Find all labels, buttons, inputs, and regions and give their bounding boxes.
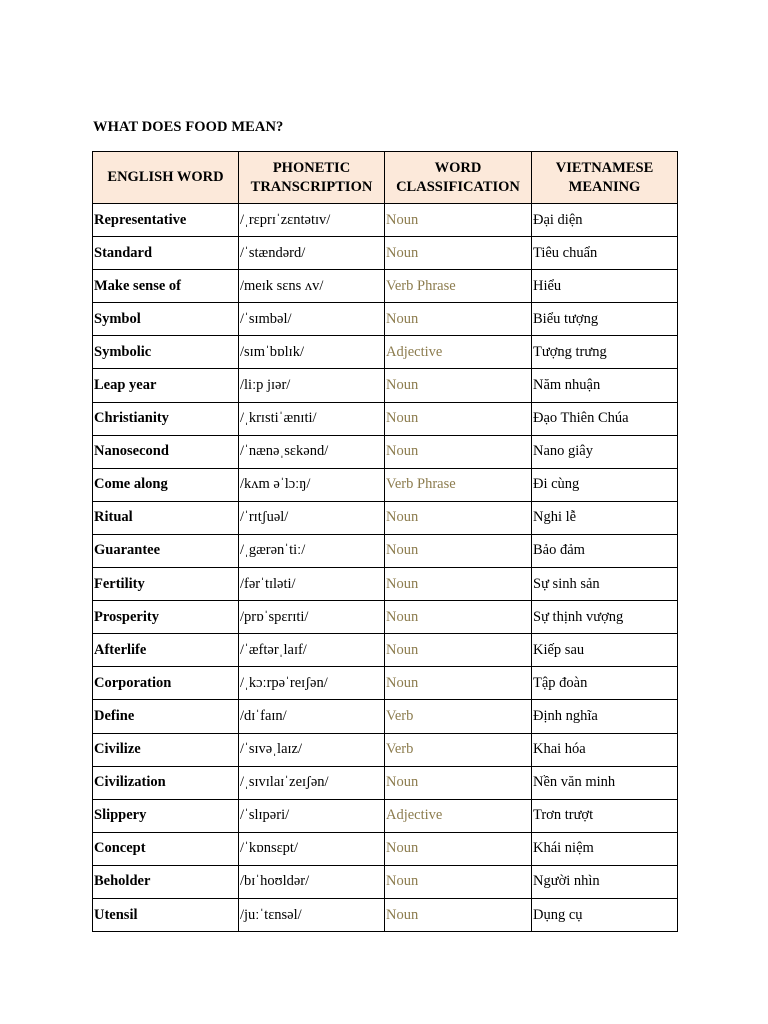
english-word-cell: Make sense of bbox=[93, 270, 239, 303]
vietnamese-meaning-cell: Khai hóa bbox=[532, 733, 678, 766]
vietnamese-meaning-cell: Hiểu bbox=[532, 270, 678, 303]
classification-cell: Verb Phrase bbox=[385, 270, 532, 303]
phonetic-cell: /ˈsɪmbəl/ bbox=[239, 303, 385, 336]
vietnamese-meaning-cell: Tượng trưng bbox=[532, 336, 678, 369]
classification-cell: Noun bbox=[385, 204, 532, 237]
english-word-cell: Leap year bbox=[93, 369, 239, 402]
vietnamese-meaning-cell: Nền văn minh bbox=[532, 766, 678, 799]
english-word-cell: Christianity bbox=[93, 402, 239, 435]
english-word-cell: Concept bbox=[93, 832, 239, 865]
classification-cell: Noun bbox=[385, 303, 532, 336]
header-row bbox=[93, 152, 678, 204]
english-word-cell: Civilize bbox=[93, 733, 239, 766]
vietnamese-meaning-cell: Tiêu chuẩn bbox=[532, 237, 678, 270]
header-vietnamese-meaning: VIETNAMESE MEANING bbox=[532, 152, 678, 204]
english-word-cell: Prosperity bbox=[93, 601, 239, 634]
classification-cell: Noun bbox=[385, 865, 532, 898]
table-row bbox=[93, 799, 678, 832]
header-english-word: ENGLISH WORD bbox=[93, 152, 239, 204]
phonetic-cell: /ˌgærənˈtiː/ bbox=[239, 534, 385, 567]
phonetic-cell: /ˌkɔːrpəˈreɪʃən/ bbox=[239, 667, 385, 700]
vietnamese-meaning-cell: Dụng cụ bbox=[532, 898, 678, 931]
phonetic-cell: /ˈnænəˌsɛkənd/ bbox=[239, 435, 385, 468]
english-word-cell: Corporation bbox=[93, 667, 239, 700]
classification-cell: Noun bbox=[385, 237, 532, 270]
table-row bbox=[93, 534, 678, 567]
vietnamese-meaning-cell: Đại diện bbox=[532, 204, 678, 237]
english-word-cell: Guarantee bbox=[93, 534, 239, 567]
phonetic-cell: /ˌrɛprɪˈzɛntətɪv/ bbox=[239, 204, 385, 237]
phonetic-cell: /ˈsɪvəˌlaɪz/ bbox=[239, 733, 385, 766]
table-row bbox=[93, 501, 678, 534]
phonetic-cell: /ˈrɪtʃuəl/ bbox=[239, 501, 385, 534]
table-row bbox=[93, 237, 678, 270]
phonetic-cell: /ˈslɪpəri/ bbox=[239, 799, 385, 832]
table-row bbox=[93, 700, 678, 733]
classification-cell: Noun bbox=[385, 766, 532, 799]
phonetic-cell: /kʌm əˈlɔːŋ/ bbox=[239, 468, 385, 501]
table-row bbox=[93, 204, 678, 237]
english-word-cell: Nanosecond bbox=[93, 435, 239, 468]
table-body bbox=[93, 204, 678, 932]
english-word-cell: Fertility bbox=[93, 568, 239, 601]
table-row bbox=[93, 634, 678, 667]
classification-cell: Noun bbox=[385, 402, 532, 435]
classification-cell: Adjective bbox=[385, 336, 532, 369]
classification-cell: Noun bbox=[385, 568, 532, 601]
phonetic-cell: /bɪˈhoʊldər/ bbox=[239, 865, 385, 898]
vietnamese-meaning-cell: Đi cùng bbox=[532, 468, 678, 501]
english-word-cell: Ritual bbox=[93, 501, 239, 534]
vietnamese-meaning-cell: Nano giây bbox=[532, 435, 678, 468]
classification-cell: Noun bbox=[385, 634, 532, 667]
table-row bbox=[93, 568, 678, 601]
vietnamese-meaning-cell: Biểu tượng bbox=[532, 303, 678, 336]
phonetic-cell: /juːˈtɛnsəl/ bbox=[239, 898, 385, 931]
vietnamese-meaning-cell: Khái niệm bbox=[532, 832, 678, 865]
classification-cell: Noun bbox=[385, 435, 532, 468]
classification-cell: Noun bbox=[385, 369, 532, 402]
header-phonetic-transcription: PHONETIC TRANSCRIPTION bbox=[239, 152, 385, 204]
phonetic-cell: /sɪmˈbɒlɪk/ bbox=[239, 336, 385, 369]
english-word-cell: Slippery bbox=[93, 799, 239, 832]
classification-cell: Noun bbox=[385, 501, 532, 534]
classification-cell: Noun bbox=[385, 667, 532, 700]
phonetic-cell: /prɒˈspɛrɪti/ bbox=[239, 601, 385, 634]
phonetic-cell: /dɪˈfaɪn/ bbox=[239, 700, 385, 733]
english-word-cell: Symbolic bbox=[93, 336, 239, 369]
table-row bbox=[93, 898, 678, 931]
vietnamese-meaning-cell: Tập đoàn bbox=[532, 667, 678, 700]
classification-cell: Noun bbox=[385, 832, 532, 865]
table-header bbox=[93, 152, 678, 204]
vietnamese-meaning-cell: Đạo Thiên Chúa bbox=[532, 402, 678, 435]
phonetic-cell: /ˌkrɪstiˈænɪti/ bbox=[239, 402, 385, 435]
table-row bbox=[93, 270, 678, 303]
english-word-cell: Afterlife bbox=[93, 634, 239, 667]
table-row bbox=[93, 601, 678, 634]
table-row bbox=[93, 865, 678, 898]
vietnamese-meaning-cell: Định nghĩa bbox=[532, 700, 678, 733]
table-row bbox=[93, 667, 678, 700]
phonetic-cell: /ˈkɒnsɛpt/ bbox=[239, 832, 385, 865]
vietnamese-meaning-cell: Trơn trượt bbox=[532, 799, 678, 832]
classification-cell: Verb bbox=[385, 700, 532, 733]
vietnamese-meaning-cell: Kiếp sau bbox=[532, 634, 678, 667]
vietnamese-meaning-cell: Sự sinh sản bbox=[532, 568, 678, 601]
table-row bbox=[93, 832, 678, 865]
header-word-classification: WORD CLASSIFICATION bbox=[385, 152, 532, 204]
classification-cell: Noun bbox=[385, 601, 532, 634]
table-row bbox=[93, 369, 678, 402]
phonetic-cell: /liːp jɪər/ bbox=[239, 369, 385, 402]
english-word-cell: Symbol bbox=[93, 303, 239, 336]
vietnamese-meaning-cell: Nghi lễ bbox=[532, 501, 678, 534]
document-title: WHAT DOES FOOD MEAN? bbox=[93, 119, 284, 135]
table-row bbox=[93, 402, 678, 435]
classification-cell: Verb bbox=[385, 733, 532, 766]
classification-cell: Noun bbox=[385, 898, 532, 931]
vietnamese-meaning-cell: Bảo đảm bbox=[532, 534, 678, 567]
vietnamese-meaning-cell: Năm nhuận bbox=[532, 369, 678, 402]
english-word-cell: Beholder bbox=[93, 865, 239, 898]
english-word-cell: Representative bbox=[93, 204, 239, 237]
english-word-cell: Standard bbox=[93, 237, 239, 270]
classification-cell: Adjective bbox=[385, 799, 532, 832]
classification-cell: Noun bbox=[385, 534, 532, 567]
table-row bbox=[93, 336, 678, 369]
english-word-cell: Civilization bbox=[93, 766, 239, 799]
table-row bbox=[93, 733, 678, 766]
english-word-cell: Define bbox=[93, 700, 239, 733]
vietnamese-meaning-cell: Người nhìn bbox=[532, 865, 678, 898]
phonetic-cell: /ˌsɪvɪlaɪˈzeɪʃən/ bbox=[239, 766, 385, 799]
phonetic-cell: /ˈæftərˌlaɪf/ bbox=[239, 634, 385, 667]
english-word-cell: Come along bbox=[93, 468, 239, 501]
english-word-cell: Utensil bbox=[93, 898, 239, 931]
phonetic-cell: /fərˈtɪləti/ bbox=[239, 568, 385, 601]
vocabulary-table bbox=[92, 151, 678, 932]
table-row bbox=[93, 303, 678, 336]
phonetic-cell: /ˈstændərd/ bbox=[239, 237, 385, 270]
classification-cell: Verb Phrase bbox=[385, 468, 532, 501]
table-row bbox=[93, 468, 678, 501]
table-row bbox=[93, 766, 678, 799]
vietnamese-meaning-cell: Sự thịnh vượng bbox=[532, 601, 678, 634]
phonetic-cell: /meɪk sɛns ʌv/ bbox=[239, 270, 385, 303]
table-row bbox=[93, 435, 678, 468]
